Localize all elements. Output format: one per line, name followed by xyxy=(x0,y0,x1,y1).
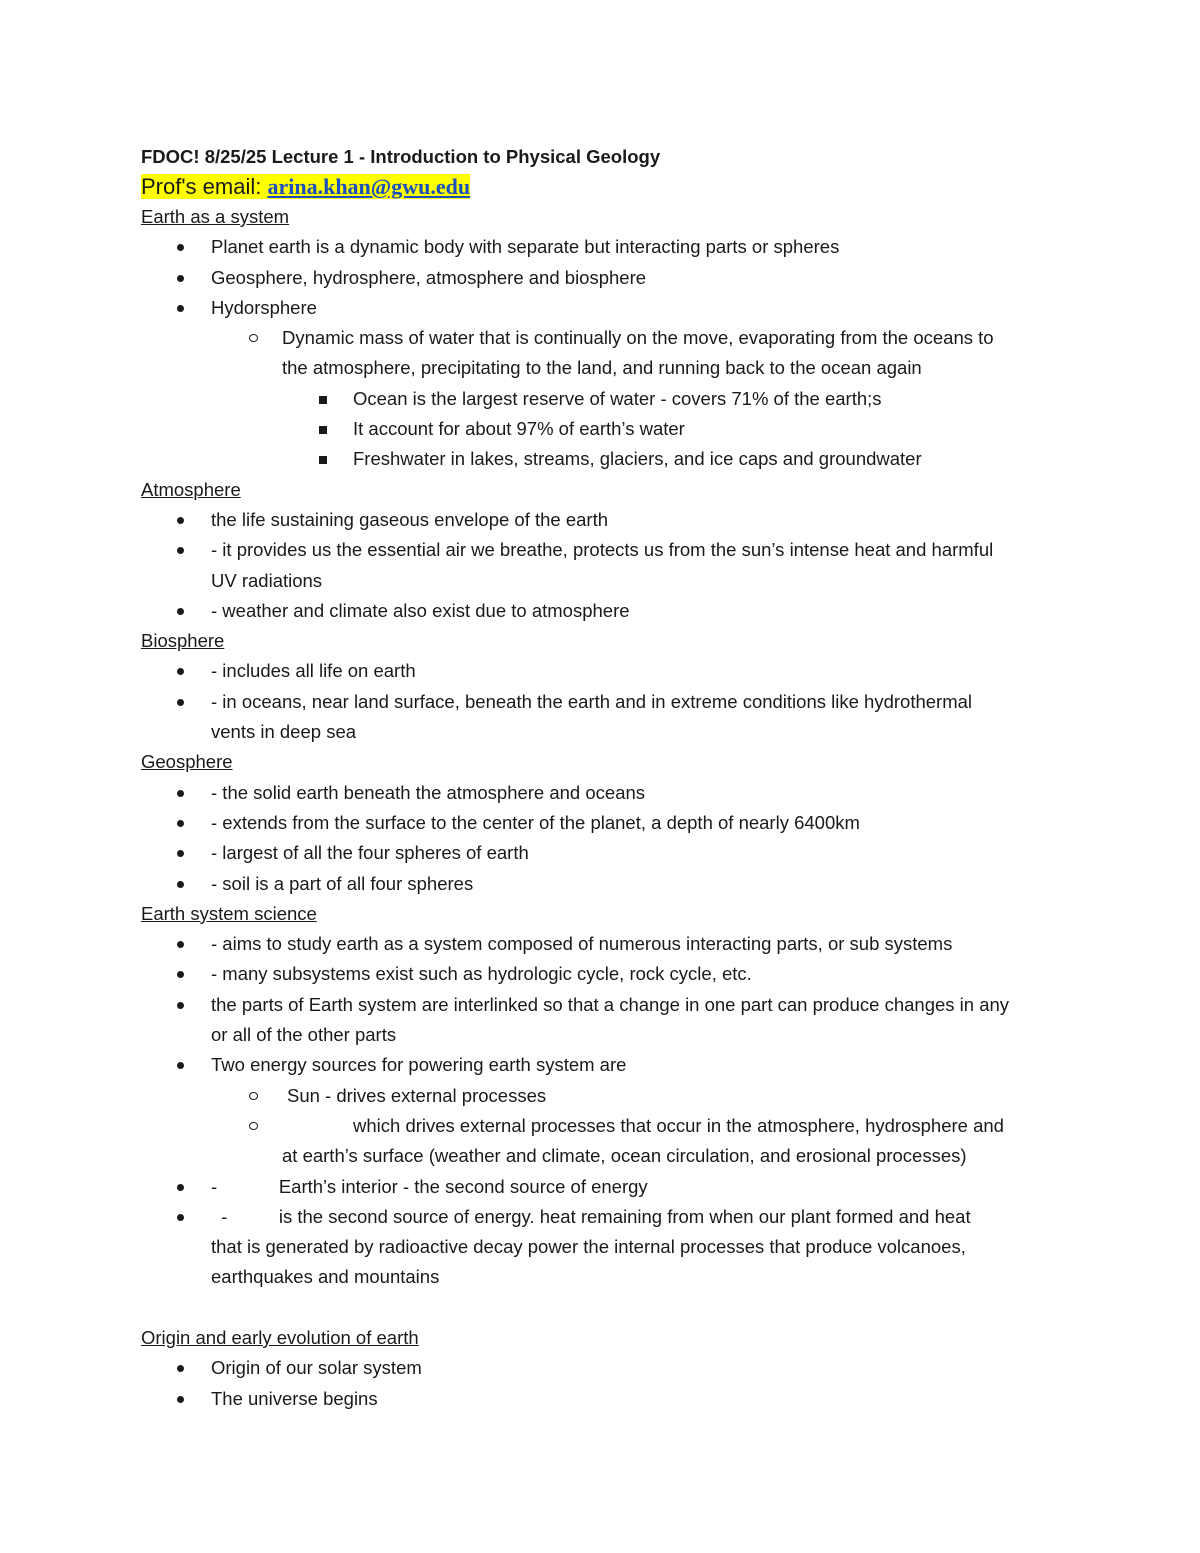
list-item: - in oceans, near land surface, beneath the earth and in extreme conditions like hydrothermal xyxy=(141,687,1071,717)
list-item: the life sustaining gaseous envelope of the earth xyxy=(141,505,1071,535)
list-item: - includes all life on earth xyxy=(141,656,1071,686)
list-item-continuation: or all of the other parts xyxy=(211,1024,397,1046)
list-item: - weather and climate also exist due to atmosphere xyxy=(141,596,1071,626)
list-item: - many subsystems exist such as hydrologic cycle, rock cycle, etc. xyxy=(141,959,1071,989)
list-item-continuation: earthquakes and mountains xyxy=(211,1266,440,1288)
bullet-icon xyxy=(177,305,184,312)
bullet-icon xyxy=(177,668,184,675)
list-item: Dynamic mass of water that is continually on the move, evaporating from the oceans to xyxy=(141,323,1071,353)
bullet-icon xyxy=(177,881,184,888)
blank-line xyxy=(141,1293,1071,1323)
bullet-icon xyxy=(177,547,184,554)
list-item: - largest of all the four spheres of earth xyxy=(141,838,1071,868)
list-item-continuation: the atmosphere, precipitating to the land, and running back to the ocean again xyxy=(282,357,922,379)
section-heading-origin-and-early-evolution: Origin and early evolution of earth xyxy=(141,1326,419,1348)
list-item: It account for about 97% of earth’s water xyxy=(141,414,1071,444)
section-heading-biosphere: Biosphere xyxy=(141,630,225,652)
list-item: Two energy sources for powering earth system are xyxy=(141,1050,1071,1080)
document-body xyxy=(141,141,1071,1414)
bullet-icon xyxy=(177,1365,184,1372)
bullet-icon xyxy=(177,517,184,524)
bullet-icon xyxy=(177,820,184,827)
square-bullet-icon xyxy=(319,456,327,464)
bullet-icon xyxy=(177,699,184,706)
list-item: the parts of Earth system are interlinked so that a change in one part can produce changes in any xyxy=(141,990,1071,1020)
list-item: Origin of our solar system xyxy=(141,1353,1071,1383)
email-line xyxy=(141,172,1071,202)
list-item: - soil is a part of all four spheres xyxy=(141,869,1071,899)
bullet-icon xyxy=(177,1002,184,1009)
section-heading-atmosphere: Atmosphere xyxy=(141,478,241,500)
list-item: Geosphere, hydrosphere, atmosphere and biosphere xyxy=(141,263,1071,293)
hollow-bullet-icon xyxy=(249,1092,258,1100)
list-item: - extends from the surface to the center of the planet, a depth of nearly 6400km xyxy=(141,808,1071,838)
bullet-icon xyxy=(177,608,184,615)
square-bullet-icon xyxy=(319,426,327,434)
section-heading-earth-as-a-system: Earth as a system xyxy=(141,206,290,227)
bullet-icon xyxy=(177,971,184,978)
bullet-icon xyxy=(177,1184,184,1191)
bullet-icon xyxy=(177,275,184,282)
hollow-bullet-icon xyxy=(249,334,258,342)
bullet-icon xyxy=(177,941,184,948)
list-item: - is the second source of energy. heat remaining from when our plant formed and heat xyxy=(141,1202,1071,1232)
list-item: The universe begins xyxy=(141,1384,1071,1414)
document-title: FDOC! 8/25/25 Lecture 1 - Introduction to Physical Geology xyxy=(141,146,661,167)
square-bullet-icon xyxy=(319,396,327,404)
list-item: - the solid earth beneath the atmosphere and oceans xyxy=(141,778,1071,808)
list-item: Hydorsphere xyxy=(141,293,1071,323)
list-item: Sun - drives external processes xyxy=(141,1081,1071,1111)
email-highlight xyxy=(141,174,470,199)
section-heading-earth-system-science: Earth system science xyxy=(141,902,317,924)
bullet-icon xyxy=(177,790,184,797)
list-item: Ocean is the largest reserve of water - covers 71% of the earth;s xyxy=(141,384,1071,414)
section-heading-geosphere: Geosphere xyxy=(141,751,233,773)
list-item: - it provides us the essential air we breathe, protects us from the sun’s intense heat and harmful xyxy=(141,535,1071,565)
bullet-icon xyxy=(177,244,184,251)
list-item: - Earth’s interior - the second source of energy xyxy=(141,1172,1071,1202)
list-item-continuation: that is generated by radioactive decay power the internal processes that produce volcanoes, xyxy=(211,1236,966,1258)
list-item-continuation: at earth’s surface (weather and climate, ocean circulation, and erosional processes) xyxy=(282,1145,967,1167)
email-label: Prof's email: xyxy=(141,174,268,199)
list-item-continuation: UV radiations xyxy=(211,569,323,591)
bullet-icon xyxy=(177,1214,184,1221)
hollow-bullet-icon xyxy=(249,1122,258,1130)
bullet-icon xyxy=(177,1062,184,1069)
email-link[interactable]: arina.khan@gwu.edu xyxy=(267,174,471,199)
list-item-continuation: vents in deep sea xyxy=(211,721,357,743)
list-item: - aims to study earth as a system composed of numerous interacting parts, or sub systems xyxy=(141,929,1071,959)
bullet-icon xyxy=(177,1396,184,1403)
list-item: Freshwater in lakes, streams, glaciers, and ice caps and groundwater xyxy=(141,444,1071,474)
list-item: which drives external processes that occur in the atmosphere, hydrosphere and xyxy=(141,1111,1071,1141)
bullet-icon xyxy=(177,850,184,857)
list-item: Planet earth is a dynamic body with separate but interacting parts or spheres xyxy=(141,232,1071,262)
